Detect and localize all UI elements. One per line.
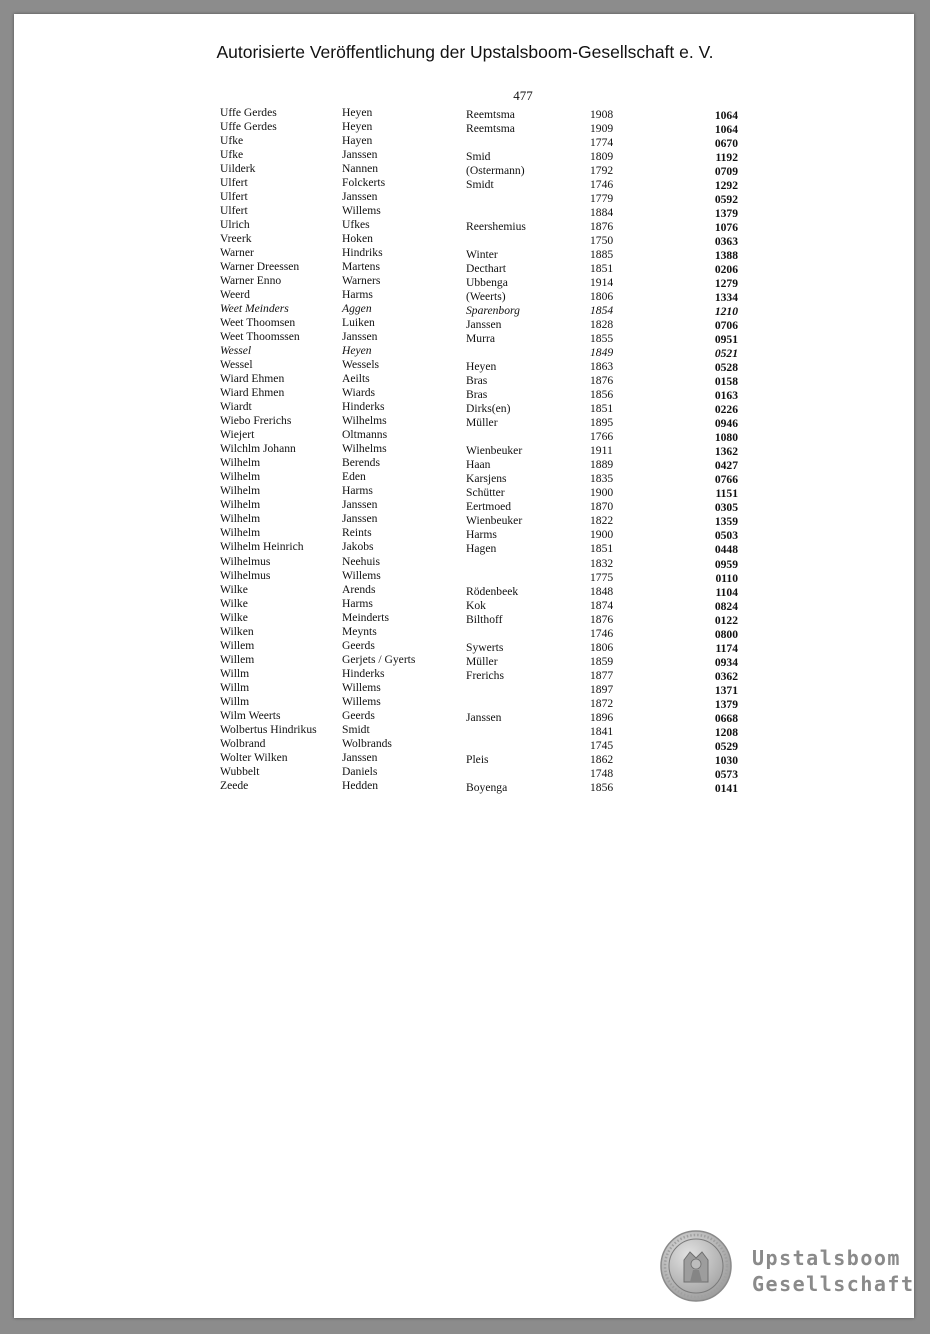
year: 1848 — [590, 584, 614, 598]
list-item — [216, 667, 756, 681]
given-name: Wilchlm Johann — [220, 442, 296, 456]
year: 1849 — [590, 346, 614, 360]
family-name: Martens — [342, 260, 380, 274]
given-name: Warner Enno — [220, 274, 282, 288]
given-name: Wilm Weerts — [220, 708, 281, 722]
list-item — [216, 555, 756, 569]
given-name: Wiejert — [220, 428, 255, 442]
record-number: 1379 — [714, 697, 738, 711]
year: 1750 — [590, 234, 614, 248]
given-name: Wilhelm — [220, 456, 261, 470]
record-number: 0163 — [714, 389, 738, 403]
year: 1835 — [590, 472, 614, 486]
record-number: 1371 — [714, 683, 738, 697]
record-number: 1362 — [714, 445, 738, 459]
list-item — [216, 372, 756, 389]
list-item — [216, 386, 756, 403]
record-number: 0766 — [714, 473, 738, 487]
given-name: Wilhelm — [220, 526, 261, 540]
year: 1851 — [590, 542, 614, 556]
other-name: Kok — [466, 598, 486, 612]
other-name: Bras — [466, 388, 488, 402]
year: 1911 — [590, 444, 613, 458]
year: 1854 — [590, 304, 614, 318]
list-item — [216, 681, 756, 695]
other-name: Haan — [466, 458, 491, 472]
other-name: Wienbeuker — [466, 514, 523, 528]
family-name: Janssen — [342, 512, 378, 526]
record-number: 1359 — [714, 515, 738, 529]
family-name: Willems — [342, 568, 381, 582]
logo-wordmark-line2: Gesellschaft — [752, 1272, 915, 1296]
other-name: Bilthoff — [466, 612, 503, 626]
year: 1896 — [590, 710, 614, 724]
given-name: Weet Thoomssen — [220, 330, 300, 344]
list-item — [216, 134, 756, 151]
given-name: Ulfert — [220, 190, 248, 204]
family-name: Janssen — [342, 498, 378, 512]
year: 1774 — [590, 136, 614, 150]
other-name: Reemtsma — [466, 108, 515, 121]
family-name: Wessels — [342, 358, 380, 372]
record-number: 1210 — [714, 305, 738, 319]
other-name: Smid — [466, 150, 491, 164]
list-item — [216, 302, 756, 319]
family-name: Warners — [342, 274, 381, 288]
year: 1876 — [590, 374, 614, 388]
list-item — [216, 625, 756, 639]
other-name: Hagen — [466, 542, 497, 556]
year: 1822 — [590, 514, 614, 528]
family-name: Folckerts — [342, 176, 386, 190]
given-name: Wilhelmus — [220, 568, 271, 582]
year: 1809 — [590, 150, 614, 164]
record-number: 0363 — [714, 235, 738, 249]
given-name: Weet Meinders — [220, 302, 289, 316]
list-item — [216, 400, 756, 417]
year: 1766 — [590, 430, 614, 444]
list-item — [216, 330, 756, 347]
other-name: Pleis — [466, 752, 489, 766]
given-name: Uffe Gerdes — [220, 106, 277, 119]
other-name: Müller — [466, 416, 498, 430]
page-title: Autorisierte Veröffentlichung der Upstalsboom-Gesellschaft e. V. — [216, 42, 714, 62]
family-name: Heyen — [342, 120, 373, 134]
record-number: 0934 — [714, 655, 738, 669]
family-name: Meinderts — [342, 610, 390, 624]
list-item — [216, 512, 756, 529]
other-name: Winter — [466, 248, 498, 262]
given-name: Wilhelm Heinrich — [220, 540, 304, 554]
year: 1908 — [590, 108, 614, 121]
given-name: Wolter Wilken — [220, 750, 288, 764]
family-name: Geerds — [342, 638, 375, 652]
year: 1746 — [590, 178, 614, 192]
list-item — [216, 611, 756, 625]
list-item — [216, 162, 756, 179]
other-name: Eertmoed — [466, 500, 512, 514]
record-number: 0573 — [714, 767, 738, 781]
record-number: 0670 — [714, 137, 738, 151]
other-name: Boyenga — [466, 780, 508, 794]
year: 1745 — [590, 738, 614, 752]
other-name: Dirks(en) — [466, 402, 511, 416]
year: 1856 — [590, 388, 614, 402]
record-number: 1192 — [715, 151, 738, 165]
given-name: Wessel — [220, 358, 253, 372]
record-number: 1076 — [714, 221, 738, 235]
year: 1872 — [590, 696, 614, 710]
given-name: Wilhelm — [220, 484, 261, 498]
list-item — [216, 414, 756, 431]
year: 1841 — [590, 724, 614, 738]
given-name: Uilderk — [220, 162, 256, 176]
list-item — [216, 695, 756, 709]
given-name: Ulfert — [220, 204, 248, 218]
record-number: 0592 — [714, 193, 738, 207]
record-number: 0521 — [714, 347, 738, 361]
family-name: Wilhelms — [342, 414, 387, 428]
year: 1874 — [590, 598, 614, 612]
family-name: Oltmanns — [342, 428, 388, 442]
given-name: Vreerk — [220, 232, 252, 246]
record-number: 0206 — [714, 263, 738, 277]
year: 1909 — [590, 122, 614, 136]
family-name: Aggen — [342, 302, 372, 316]
family-name: Neehuis — [342, 554, 380, 568]
record-number: 1279 — [714, 277, 738, 291]
family-name: Janssen — [342, 190, 378, 204]
list-item — [216, 288, 756, 305]
family-name: Hayen — [342, 134, 373, 148]
family-name: Janssen — [342, 750, 378, 764]
year: 1806 — [590, 640, 614, 654]
year: 1862 — [590, 752, 614, 766]
list-item — [216, 709, 756, 723]
list-item — [216, 765, 756, 779]
given-name: Wilke — [220, 582, 248, 596]
list-item — [216, 456, 756, 473]
list-item — [216, 148, 756, 165]
family-name: Wolbrands — [342, 736, 392, 750]
given-name: Wilhelmus — [220, 554, 271, 568]
family-name: Janssen — [342, 330, 378, 344]
list-item — [216, 526, 756, 543]
other-name: Karsjens — [466, 472, 507, 486]
other-name: Bras — [466, 374, 488, 388]
list-item — [216, 260, 756, 277]
family-name: Smidt — [342, 722, 370, 736]
other-name: Harms — [466, 528, 497, 542]
family-name: Aeilts — [342, 372, 370, 386]
other-name: Wienbeuker — [466, 444, 523, 458]
record-number: 1151 — [715, 487, 738, 501]
family-name: Eden — [342, 470, 366, 484]
list-item — [216, 597, 756, 611]
year: 1885 — [590, 248, 614, 262]
list-item — [216, 232, 756, 249]
given-name: Wiebo Frerichs — [220, 414, 292, 428]
given-name: Uffe Gerdes — [220, 120, 277, 134]
year: 1900 — [590, 528, 614, 542]
year: 1779 — [590, 192, 614, 206]
given-name: Warner Dreessen — [220, 260, 300, 274]
year: 1876 — [590, 220, 614, 234]
other-name: Decthart — [466, 262, 506, 276]
list-item — [216, 751, 756, 765]
other-name: Janssen — [466, 318, 502, 332]
family-name: Arends — [342, 582, 376, 596]
family-name: Hinderks — [342, 666, 385, 680]
given-name: Wolbertus Hindrikus — [220, 722, 317, 736]
record-number: 0448 — [714, 543, 738, 557]
year: 1748 — [590, 766, 614, 780]
record-number: 0141 — [714, 781, 738, 795]
given-name: Wilhelm — [220, 512, 261, 526]
other-name: Smidt — [466, 178, 494, 192]
family-name: Geerds — [342, 708, 375, 722]
record-number: 0528 — [714, 361, 738, 375]
given-name: Ulrich — [220, 218, 250, 232]
other-name: Heyen — [466, 360, 497, 374]
record-number: 0158 — [714, 375, 738, 389]
record-number: 1388 — [714, 249, 738, 263]
record-number: 0529 — [714, 739, 738, 753]
family-name: Wiards — [342, 386, 376, 400]
family-name: Luiken — [342, 316, 375, 330]
other-name: Reershemius — [466, 220, 526, 234]
list-item — [216, 176, 756, 193]
record-number: 0800 — [714, 627, 738, 641]
given-name: Wiard Ehmen — [220, 386, 285, 400]
record-number: 0946 — [714, 417, 738, 431]
list-item — [216, 218, 756, 235]
year: 1828 — [590, 318, 614, 332]
list-item — [216, 498, 756, 515]
family-name: Heyen — [342, 344, 372, 358]
record-number: 0824 — [714, 599, 738, 613]
family-name: Willems — [342, 680, 381, 694]
seal-emblem-icon — [660, 1230, 732, 1302]
family-name: Hindriks — [342, 246, 383, 260]
page-number: 477 — [513, 88, 533, 103]
family-name: Hedden — [342, 778, 379, 792]
family-name: Ufkes — [342, 218, 370, 232]
list-item — [216, 779, 756, 793]
record-number: 1064 — [714, 109, 738, 122]
other-name: (Weerts) — [466, 290, 506, 304]
year: 1855 — [590, 332, 614, 346]
year: 1851 — [590, 262, 614, 276]
year: 1832 — [590, 556, 614, 570]
given-name: Ufke — [220, 148, 244, 162]
record-number: 1379 — [714, 207, 738, 221]
year: 1900 — [590, 486, 614, 500]
given-name: Wilke — [220, 596, 248, 610]
record-number: 0305 — [714, 501, 738, 515]
list-item — [216, 484, 756, 501]
given-name: Willem — [220, 652, 255, 666]
given-name: Weet Thoomsen — [220, 316, 296, 330]
other-name: Reemtsma — [466, 122, 515, 136]
given-name: Wilken — [220, 624, 254, 638]
year: 1884 — [590, 206, 614, 220]
other-name: (Ostermann) — [466, 164, 525, 178]
record-number: 0362 — [714, 669, 738, 683]
given-name: Ulfert — [220, 176, 248, 190]
family-name: Harms — [342, 484, 373, 498]
given-name: Wilke — [220, 610, 248, 624]
record-number: 1334 — [714, 291, 738, 305]
list-item — [216, 540, 756, 557]
records-list — [216, 106, 756, 793]
year: 1775 — [590, 570, 614, 584]
list-item — [216, 639, 756, 653]
list-item — [216, 428, 756, 445]
record-number: 1030 — [714, 753, 738, 767]
record-number: 0709 — [714, 165, 738, 179]
year: 1856 — [590, 780, 614, 794]
record-number: 1174 — [715, 641, 738, 655]
record-number: 0110 — [715, 571, 738, 585]
year: 1897 — [590, 682, 614, 696]
family-name: Reints — [342, 526, 372, 540]
list-item — [216, 106, 756, 120]
given-name: Weerd — [220, 288, 250, 302]
record-number: 1104 — [715, 585, 738, 599]
list-item — [216, 723, 756, 737]
family-name: Jakobs — [342, 540, 374, 554]
other-name: Sywerts — [466, 640, 504, 654]
other-name: Schütter — [466, 486, 505, 500]
year: 1851 — [590, 402, 614, 416]
family-name: Hinderks — [342, 400, 385, 414]
given-name: Willm — [220, 666, 250, 680]
family-name: Janssen — [342, 148, 378, 162]
year: 1889 — [590, 458, 614, 472]
year: 1895 — [590, 416, 614, 430]
family-name: Nannen — [342, 162, 379, 176]
given-name: Willm — [220, 694, 250, 708]
other-name: Janssen — [466, 710, 502, 724]
given-name: Wilhelm — [220, 498, 261, 512]
logo-wordmark-line1: Upstalsboom — [752, 1246, 901, 1270]
other-name: Ubbenga — [466, 276, 508, 290]
year: 1877 — [590, 668, 614, 682]
list-item — [216, 737, 756, 751]
list-item — [216, 569, 756, 583]
record-number: 1208 — [714, 725, 738, 739]
family-name: Harms — [342, 596, 373, 610]
given-name: Warner — [220, 246, 254, 260]
given-name: Wolbrand — [220, 736, 266, 750]
year: 1876 — [590, 612, 614, 626]
list-item — [216, 344, 756, 361]
list-item — [216, 358, 756, 375]
family-name: Hoken — [342, 232, 373, 246]
list-item — [216, 442, 756, 459]
family-name: Willems — [342, 204, 381, 218]
list-item — [216, 120, 756, 137]
family-name: Meynts — [342, 624, 377, 638]
given-name: Zeede — [220, 778, 249, 792]
family-name: Wilhelms — [342, 442, 387, 456]
year: 1792 — [590, 164, 614, 178]
family-name: Heyen — [342, 106, 373, 119]
other-name: Sparenborg — [466, 304, 520, 318]
list-item — [216, 470, 756, 487]
year: 1806 — [590, 290, 614, 304]
given-name: Wiardt — [220, 400, 252, 414]
family-name: Harms — [342, 288, 373, 302]
other-name: Frerichs — [466, 668, 504, 682]
record-number: 0427 — [714, 459, 738, 473]
family-name: Gerjets / Gyerts — [342, 652, 416, 666]
list-item — [216, 190, 756, 207]
record-number: 0668 — [714, 711, 738, 725]
given-name: Ufke — [220, 134, 244, 148]
other-name: Müller — [466, 654, 498, 668]
publisher-logo — [660, 1230, 915, 1306]
record-number: 0122 — [714, 613, 738, 627]
record-number: 1064 — [714, 123, 738, 137]
list-item — [216, 653, 756, 667]
year: 1746 — [590, 626, 614, 640]
family-name: Berends — [342, 456, 380, 470]
record-number: 1292 — [714, 179, 738, 193]
record-number: 0226 — [714, 403, 738, 417]
given-name: Willem — [220, 638, 255, 652]
other-name: Rödenbeek — [466, 584, 519, 598]
list-item — [216, 204, 756, 221]
given-name: Wiard Ehmen — [220, 372, 285, 386]
record-number: 1080 — [714, 431, 738, 445]
list-item — [216, 583, 756, 597]
given-name: Wilhelm — [220, 470, 261, 484]
family-name: Daniels — [342, 764, 378, 778]
given-name: Willm — [220, 680, 250, 694]
year: 1859 — [590, 654, 614, 668]
record-number: 0706 — [714, 319, 738, 333]
year: 1870 — [590, 500, 614, 514]
given-name: Wessel — [220, 344, 252, 358]
given-name: Wubbelt — [220, 764, 260, 778]
record-number: 0951 — [714, 333, 738, 347]
list-item — [216, 316, 756, 333]
record-number: 0959 — [714, 557, 738, 571]
list-item — [216, 274, 756, 291]
year: 1914 — [590, 276, 614, 290]
family-name: Willems — [342, 694, 381, 708]
record-number: 0503 — [714, 529, 738, 543]
list-item — [216, 246, 756, 263]
other-name: Murra — [466, 332, 495, 346]
year: 1863 — [590, 360, 614, 374]
